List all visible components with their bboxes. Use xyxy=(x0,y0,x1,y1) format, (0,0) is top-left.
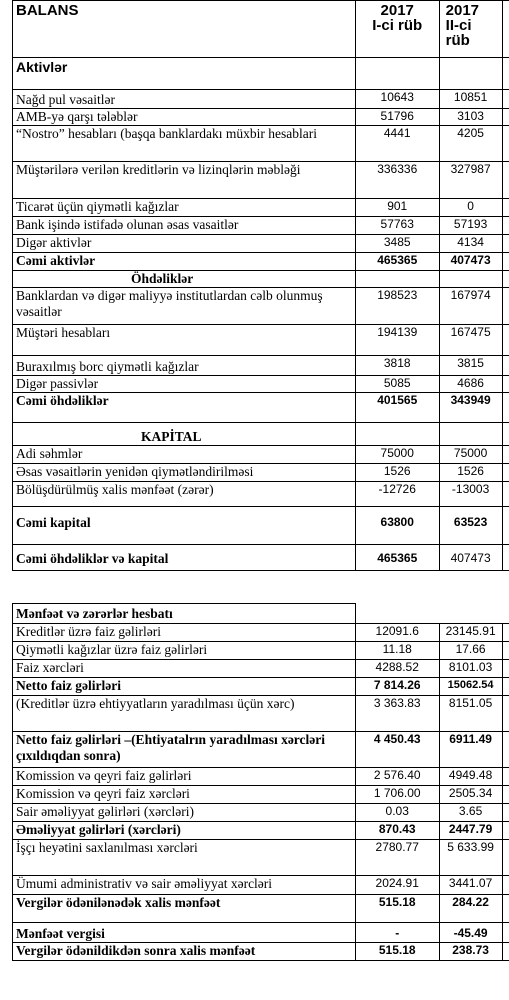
empty-cell xyxy=(355,271,439,288)
edge-cell xyxy=(502,271,509,288)
value-q2: 23145.91 xyxy=(439,624,502,642)
edge-cell xyxy=(502,446,509,464)
edge-cell xyxy=(502,642,509,660)
value-q1: 515.18 xyxy=(355,943,439,961)
row-label: Komission və qeyri faiz gəlirləri xyxy=(13,768,356,786)
row-label: Bank işində istifadə olunan əsas vasaitlər xyxy=(13,217,356,235)
empty-cell xyxy=(355,423,439,446)
value-q1: 5085 xyxy=(355,376,439,393)
edge-cell xyxy=(502,678,509,696)
value-q2: 0 xyxy=(439,199,502,217)
edge-cell xyxy=(502,288,509,325)
row-label: (Kreditlər üzrə ehtiyyatların yaradılması üçün xərc) xyxy=(13,696,356,732)
value-q1: - xyxy=(355,923,439,943)
table-row xyxy=(13,876,509,895)
total-row xyxy=(13,253,509,271)
value-q1: 57763 xyxy=(355,217,439,235)
profit-loss-table xyxy=(12,603,509,961)
value-q2: 57193 xyxy=(439,217,502,235)
value-q1: 194139 xyxy=(355,325,439,356)
edge-cell xyxy=(502,356,509,376)
row-label: Buraxılmış borc qiymətli kağızlar xyxy=(13,356,356,376)
edge-cell xyxy=(502,325,509,356)
row-label: Vergilər ödənildikdən sonra xalis mənfəət xyxy=(13,943,356,961)
row-label: Mənfəət vergisi xyxy=(13,923,356,943)
value-q2: 4205 xyxy=(439,126,502,162)
assets-heading-row xyxy=(13,58,509,90)
edge-cell xyxy=(502,876,509,895)
col-header-q1: 2017 I-ci rüb xyxy=(355,1,439,58)
row-label: Bölüşdürülmüş xalis mənfəət (zərər) xyxy=(13,482,356,507)
table-row xyxy=(13,660,509,678)
value-q1: 870.43 xyxy=(355,822,439,840)
value-q1: 336336 xyxy=(355,162,439,199)
row-label: AMB-yə qarşı tələblər xyxy=(13,109,356,126)
value-q2: 6911.49 xyxy=(439,732,502,768)
edge-cell xyxy=(502,376,509,393)
liabilities-heading-row xyxy=(13,271,509,288)
table-row xyxy=(13,943,509,961)
value-q1: 10643 xyxy=(355,90,439,109)
row-label: Müştəri hesabları xyxy=(13,325,356,356)
value-q2: 4949.48 xyxy=(439,768,502,786)
value-q2: 3.65 xyxy=(439,804,502,822)
edge-cell xyxy=(502,393,509,423)
edge-cell xyxy=(502,423,509,446)
table-row xyxy=(13,464,509,482)
row-label: “Nostro” hesabları (başqa banklardakı müxbir hesablari xyxy=(13,126,356,162)
value-q1: 515.18 xyxy=(355,895,439,923)
row-label: Ümumi administrativ və sair əməliyyat xərcləri xyxy=(13,876,356,895)
value-q2: 2505.34 xyxy=(439,786,502,804)
table-row xyxy=(13,696,509,732)
value-q2: 284.22 xyxy=(439,895,502,923)
table-row xyxy=(13,804,509,822)
edge-cell xyxy=(502,1,509,58)
row-label: Digər passivlər xyxy=(13,376,356,393)
table-row xyxy=(13,624,509,642)
value-q2: 15062.54 xyxy=(439,678,502,696)
grand-total-row xyxy=(13,545,509,571)
capital-heading-row xyxy=(13,423,509,446)
row-label: Nağd pul vəsaitlər xyxy=(13,90,356,109)
value-q1: 11.18 xyxy=(355,642,439,660)
row-label: Müştərilərə verilən kreditlərin və lizinqlərin məbləği xyxy=(13,162,356,199)
value-q2: 238.73 xyxy=(439,943,502,961)
table-row xyxy=(13,235,509,253)
empty-cell xyxy=(355,58,439,90)
empty-cell xyxy=(355,604,439,624)
value-q2: 1526 xyxy=(439,464,502,482)
edge-cell xyxy=(502,840,509,876)
row-label: Kreditlər üzrə faiz gəlirləri xyxy=(13,624,356,642)
table-row xyxy=(13,786,509,804)
edge-cell xyxy=(502,235,509,253)
value-q1: 198523 xyxy=(355,288,439,325)
row-label: Digər aktivlər xyxy=(13,235,356,253)
table-row xyxy=(13,840,509,876)
table-row xyxy=(13,642,509,660)
value-q2: 75000 xyxy=(439,446,502,464)
value-q2: 3441.07 xyxy=(439,876,502,895)
total-label: Cəmi aktivlər xyxy=(13,253,356,271)
table-row xyxy=(13,822,509,840)
table-row xyxy=(13,356,509,376)
empty-cell xyxy=(439,271,502,288)
empty-cell xyxy=(439,423,502,446)
value-q2: 4134 xyxy=(439,235,502,253)
table-row xyxy=(13,325,509,356)
row-label: Əsas vəsaitlərin yenidən qiymətləndirilməsi xyxy=(13,464,356,482)
value-q2: 4686 xyxy=(439,376,502,393)
total-q1: 465365 xyxy=(355,253,439,271)
table-row xyxy=(13,732,509,768)
edge-cell xyxy=(502,804,509,822)
empty-cell xyxy=(439,58,502,90)
table-row xyxy=(13,376,509,393)
grand-total-label: Cəmi öhdəliklər və kapital xyxy=(13,545,356,571)
edge-cell xyxy=(502,604,509,624)
edge-cell xyxy=(502,768,509,786)
table-row xyxy=(13,199,509,217)
edge-cell xyxy=(502,464,509,482)
value-q1: 2024.91 xyxy=(355,876,439,895)
table-row xyxy=(13,109,509,126)
row-label: Sair əməliyyat gəlirləri (xərcləri) xyxy=(13,804,356,822)
edge-cell xyxy=(502,822,509,840)
edge-cell xyxy=(502,732,509,768)
table-row xyxy=(13,90,509,109)
value-q2: 3103 xyxy=(439,109,502,126)
total-q1: 401565 xyxy=(355,393,439,423)
edge-cell xyxy=(502,624,509,642)
total-q2: 407473 xyxy=(439,253,502,271)
value-q2: -45.49 xyxy=(439,923,502,943)
value-q1: 4288.52 xyxy=(355,660,439,678)
edge-cell xyxy=(502,126,509,162)
total-q2: 63523 xyxy=(439,507,502,545)
row-label: Netto faiz gəlirləri –(Ehtiyatalrın yaradılması xərcləri çıxıldıqdan sonra) xyxy=(13,732,356,768)
table-row xyxy=(13,288,509,325)
table-row xyxy=(13,923,509,943)
total-q2: 343949 xyxy=(439,393,502,423)
table-row xyxy=(13,126,509,162)
value-q2: 10851 xyxy=(439,90,502,109)
value-q1: 1 706.00 xyxy=(355,786,439,804)
total-row xyxy=(13,393,509,423)
table-row xyxy=(13,678,509,696)
value-q1: 51796 xyxy=(355,109,439,126)
value-q1: 4441 xyxy=(355,126,439,162)
edge-cell xyxy=(502,199,509,217)
edge-cell xyxy=(502,895,509,923)
value-q2: 8151.05 xyxy=(439,696,502,732)
edge-cell xyxy=(502,923,509,943)
balance-header-row xyxy=(13,1,509,58)
row-label: Komission və qeyri faiz xərcləri xyxy=(13,786,356,804)
assets-heading: Aktivlər xyxy=(13,58,356,90)
edge-cell xyxy=(502,90,509,109)
total-label: Cəmi kapital xyxy=(13,507,356,545)
row-label: Vergilər ödənilənədək xalis mənfəət xyxy=(13,895,356,923)
value-q2: 167475 xyxy=(439,325,502,356)
value-q2: 2447.79 xyxy=(439,822,502,840)
edge-cell xyxy=(502,482,509,507)
table-row xyxy=(13,768,509,786)
table-row xyxy=(13,446,509,464)
capital-heading: KAPİTAL xyxy=(13,423,356,446)
value-q1: 2780.77 xyxy=(355,840,439,876)
edge-cell xyxy=(502,507,509,545)
value-q1: 901 xyxy=(355,199,439,217)
row-label: Əməliyyat gəlirləri (xərcləri) xyxy=(13,822,356,840)
edge-cell xyxy=(502,786,509,804)
value-q1: -12726 xyxy=(355,482,439,507)
total-label: Cəmi öhdəliklər xyxy=(13,393,356,423)
table-row xyxy=(13,895,509,923)
edge-cell xyxy=(502,109,509,126)
value-q1: 3818 xyxy=(355,356,439,376)
value-q1: 3 363.83 xyxy=(355,696,439,732)
pl-title-row xyxy=(13,604,509,624)
value-q1: 7 814.26 xyxy=(355,678,439,696)
balance-table xyxy=(12,0,509,571)
edge-cell xyxy=(502,162,509,199)
grand-total-q2: 407473 xyxy=(439,545,502,571)
col-header-q2: 2017 II-ci rüb xyxy=(439,1,502,58)
value-q2: -13003 xyxy=(439,482,502,507)
row-label: Faiz xərcləri xyxy=(13,660,356,678)
row-label: Banklardan və digər maliyyə institutlardan cəlb olunmuş vəsaitlər xyxy=(13,288,356,325)
row-label: Qiymətli kağızlar üzrə faiz gəlirləri xyxy=(13,642,356,660)
value-q2: 3815 xyxy=(439,356,502,376)
edge-cell xyxy=(502,696,509,732)
pl-title: Mənfəət və zərərlər hesbatı xyxy=(13,604,356,624)
value-q1: 1526 xyxy=(355,464,439,482)
row-label: İşçı heyətini saxlanılması xərcləri xyxy=(13,840,356,876)
value-q2: 327987 xyxy=(439,162,502,199)
row-label: Netto faiz gəlirləri xyxy=(13,678,356,696)
edge-cell xyxy=(502,253,509,271)
total-q1: 63800 xyxy=(355,507,439,545)
value-q2: 167974 xyxy=(439,288,502,325)
value-q1: 2 576.40 xyxy=(355,768,439,786)
edge-cell xyxy=(502,545,509,571)
edge-cell xyxy=(502,217,509,235)
value-q1: 12091.6 xyxy=(355,624,439,642)
table-row xyxy=(13,162,509,199)
table-row xyxy=(13,482,509,507)
grand-total-q1: 465365 xyxy=(355,545,439,571)
total-row xyxy=(13,507,509,545)
liabilities-heading: Öhdəliklər xyxy=(13,271,356,288)
value-q1: 0.03 xyxy=(355,804,439,822)
edge-cell xyxy=(502,943,509,961)
value-q2: 8101.03 xyxy=(439,660,502,678)
value-q2: 17.66 xyxy=(439,642,502,660)
value-q1: 75000 xyxy=(355,446,439,464)
empty-cell xyxy=(439,604,502,624)
edge-cell xyxy=(502,660,509,678)
table-row xyxy=(13,217,509,235)
edge-cell xyxy=(502,58,509,90)
value-q2: 5 633.99 xyxy=(439,840,502,876)
row-label: Adi səhmlər xyxy=(13,446,356,464)
row-label: Ticarət üçün qiymətli kağızlar xyxy=(13,199,356,217)
value-q1: 3485 xyxy=(355,235,439,253)
value-q1: 4 450.43 xyxy=(355,732,439,768)
balance-title: BALANS xyxy=(13,1,356,58)
